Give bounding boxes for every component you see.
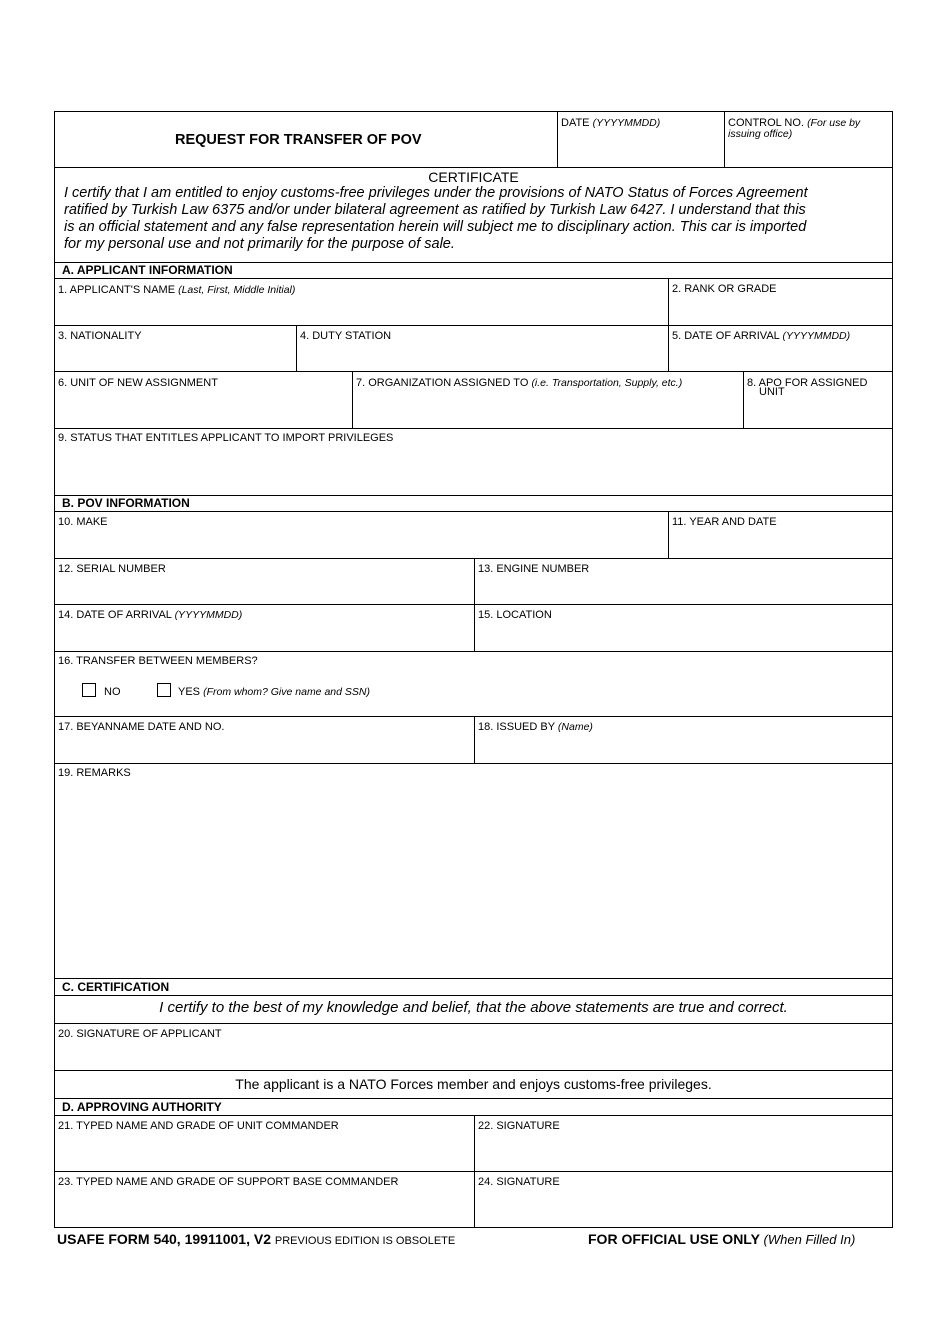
section-d-heading: D. APPROVING AUTHORITY — [62, 1100, 222, 1114]
date-field[interactable] — [557, 126, 723, 166]
year-date-label: 11. YEAR AND DATE — [672, 516, 777, 528]
applicant-name-field[interactable] — [55, 292, 668, 325]
divider — [55, 167, 892, 168]
header-divider — [724, 112, 725, 167]
make-label: 10. MAKE — [58, 516, 108, 528]
duty-station-field[interactable] — [297, 342, 668, 371]
transfer-members-label: 16. TRANSFER BETWEEN MEMBERS? — [58, 655, 258, 667]
apo-label-cont: UNIT — [759, 386, 785, 398]
rank-grade-label: 2. RANK OR GRADE — [672, 283, 777, 295]
remarks-label: 19. REMARKS — [58, 767, 131, 779]
certificate-line: ratified by Turkish Law 6375 and/or under bilateral agreement as ratified by Turkish Law 6427. I understand that this — [64, 202, 806, 218]
section-c-heading: C. CERTIFICATION — [62, 980, 170, 994]
date-field-label: DATE (YYYYMMDD) — [561, 117, 661, 129]
date-of-arrival-label: 5. DATE OF ARRIVAL (YYYYMMDD) — [672, 330, 851, 342]
apo-label: 8. APO FOR ASSIGNED — [747, 377, 868, 389]
certification-statement: I certify to the best of my knowledge and belief, that the above statements are true and correct. — [159, 999, 788, 1016]
apo-field[interactable] — [744, 398, 893, 427]
base-commander-signature-field[interactable] — [475, 1188, 893, 1227]
section-b-heading: B. POV INFORMATION — [62, 496, 190, 510]
unit-new-assignment-field[interactable] — [55, 390, 352, 427]
transfer-pov-form — [54, 111, 893, 1228]
beyanname-field[interactable] — [55, 733, 474, 762]
status-privileges-field[interactable] — [55, 445, 893, 494]
divider — [55, 1070, 892, 1071]
serial-number-label: 12. SERIAL NUMBER — [58, 563, 166, 575]
section-a-heading: A. APPLICANT INFORMATION — [62, 263, 233, 277]
status-privileges-label: 9. STATUS THAT ENTITLES APPLICANT TO IMPORT PRIVILEGES — [58, 432, 394, 444]
divider — [55, 428, 892, 429]
engine-number-label: 13. ENGINE NUMBER — [478, 563, 590, 575]
applicant-name-label: 1. APPLICANT'S NAME (Last, First, Middle Initial) — [58, 284, 296, 296]
yes-checkbox-label: YES (From whom? Give name and SSN) — [178, 686, 370, 698]
pov-arrival-date-field[interactable] — [55, 621, 474, 650]
issued-by-field[interactable] — [475, 733, 893, 762]
control-no-note: issuing office) — [728, 128, 793, 140]
unit-commander-label: 21. TYPED NAME AND GRADE OF UNIT COMMANDER — [58, 1120, 339, 1132]
divider — [55, 1023, 892, 1024]
nato-member-statement: The applicant is a NATO Forces member and enjoys customs-free privileges. — [235, 1076, 712, 1092]
nationality-label: 3. NATIONALITY — [58, 330, 142, 342]
certificate-line: is an official statement and any false representation herein will subject me to disciplinary action. This car is imported — [64, 219, 807, 235]
divider — [55, 325, 892, 326]
organization-assigned-field[interactable] — [353, 390, 743, 427]
divider — [55, 995, 892, 996]
rank-grade-field[interactable] — [669, 292, 893, 325]
location-field[interactable] — [475, 621, 893, 650]
engine-number-field[interactable] — [475, 575, 893, 604]
make-field[interactable] — [55, 528, 668, 558]
divider — [55, 651, 892, 652]
pov-arrival-date-label: 14. DATE OF ARRIVAL (YYYYMMDD) — [58, 609, 243, 621]
issued-by-label: 18. ISSUED BY (Name) — [478, 721, 593, 733]
applicant-signature-field[interactable] — [55, 1040, 893, 1069]
duty-station-label: 4. DUTY STATION — [300, 330, 392, 342]
divider — [55, 604, 892, 605]
organization-assigned-label: 7. ORGANIZATION ASSIGNED TO (i.e. Transportation, Supply, etc.) — [356, 377, 683, 389]
unit-new-assignment-label: 6. UNIT OF NEW ASSIGNMENT — [58, 377, 218, 389]
yes-checkbox[interactable] — [157, 683, 171, 697]
divider — [55, 278, 892, 279]
control-no-label: CONTROL NO. (For use by — [728, 117, 861, 129]
base-commander-signature-label: 24. SIGNATURE — [478, 1176, 560, 1188]
date-of-arrival-field[interactable] — [669, 342, 893, 371]
no-checkbox[interactable] — [82, 683, 96, 697]
unit-commander-signature-field[interactable] — [475, 1132, 893, 1171]
remarks-field[interactable] — [55, 780, 893, 978]
unit-commander-signature-label: 22. SIGNATURE — [478, 1120, 560, 1132]
official-use-notice: FOR OFFICIAL USE ONLY (When Filled In) — [588, 1231, 856, 1247]
form-identifier: USAFE FORM 540, 19911001, V2 PREVIOUS EDITION IS OBSOLETE — [57, 1231, 456, 1247]
location-label: 15. LOCATION — [478, 609, 552, 621]
certificate-heading: CERTIFICATE — [428, 169, 519, 185]
year-date-field[interactable] — [669, 528, 893, 558]
divider — [55, 511, 892, 512]
certificate-line: for my personal use and not primarily for the purpose of sale. — [64, 236, 455, 252]
base-commander-label: 23. TYPED NAME AND GRADE OF SUPPORT BASE COMMANDER — [58, 1176, 399, 1188]
divider — [55, 978, 892, 979]
no-checkbox-label: NO — [104, 686, 121, 698]
beyanname-label: 17. BEYANNAME DATE AND NO. — [58, 721, 225, 733]
divider — [55, 1098, 892, 1099]
nationality-field[interactable] — [55, 342, 296, 371]
certificate-line: I certify that I am entitled to enjoy customs-free privileges under the provisions of NATO Status of Forces Agreement — [64, 185, 808, 201]
divider — [55, 1171, 892, 1172]
divider — [55, 371, 892, 372]
applicant-signature-label: 20. SIGNATURE OF APPLICANT — [58, 1028, 222, 1040]
unit-commander-field[interactable] — [55, 1132, 474, 1171]
form-title: REQUEST FOR TRANSFER OF POV — [175, 132, 422, 148]
divider — [55, 763, 892, 764]
serial-number-field[interactable] — [55, 575, 474, 604]
base-commander-field[interactable] — [55, 1188, 474, 1227]
certificate-text — [64, 185, 889, 253]
